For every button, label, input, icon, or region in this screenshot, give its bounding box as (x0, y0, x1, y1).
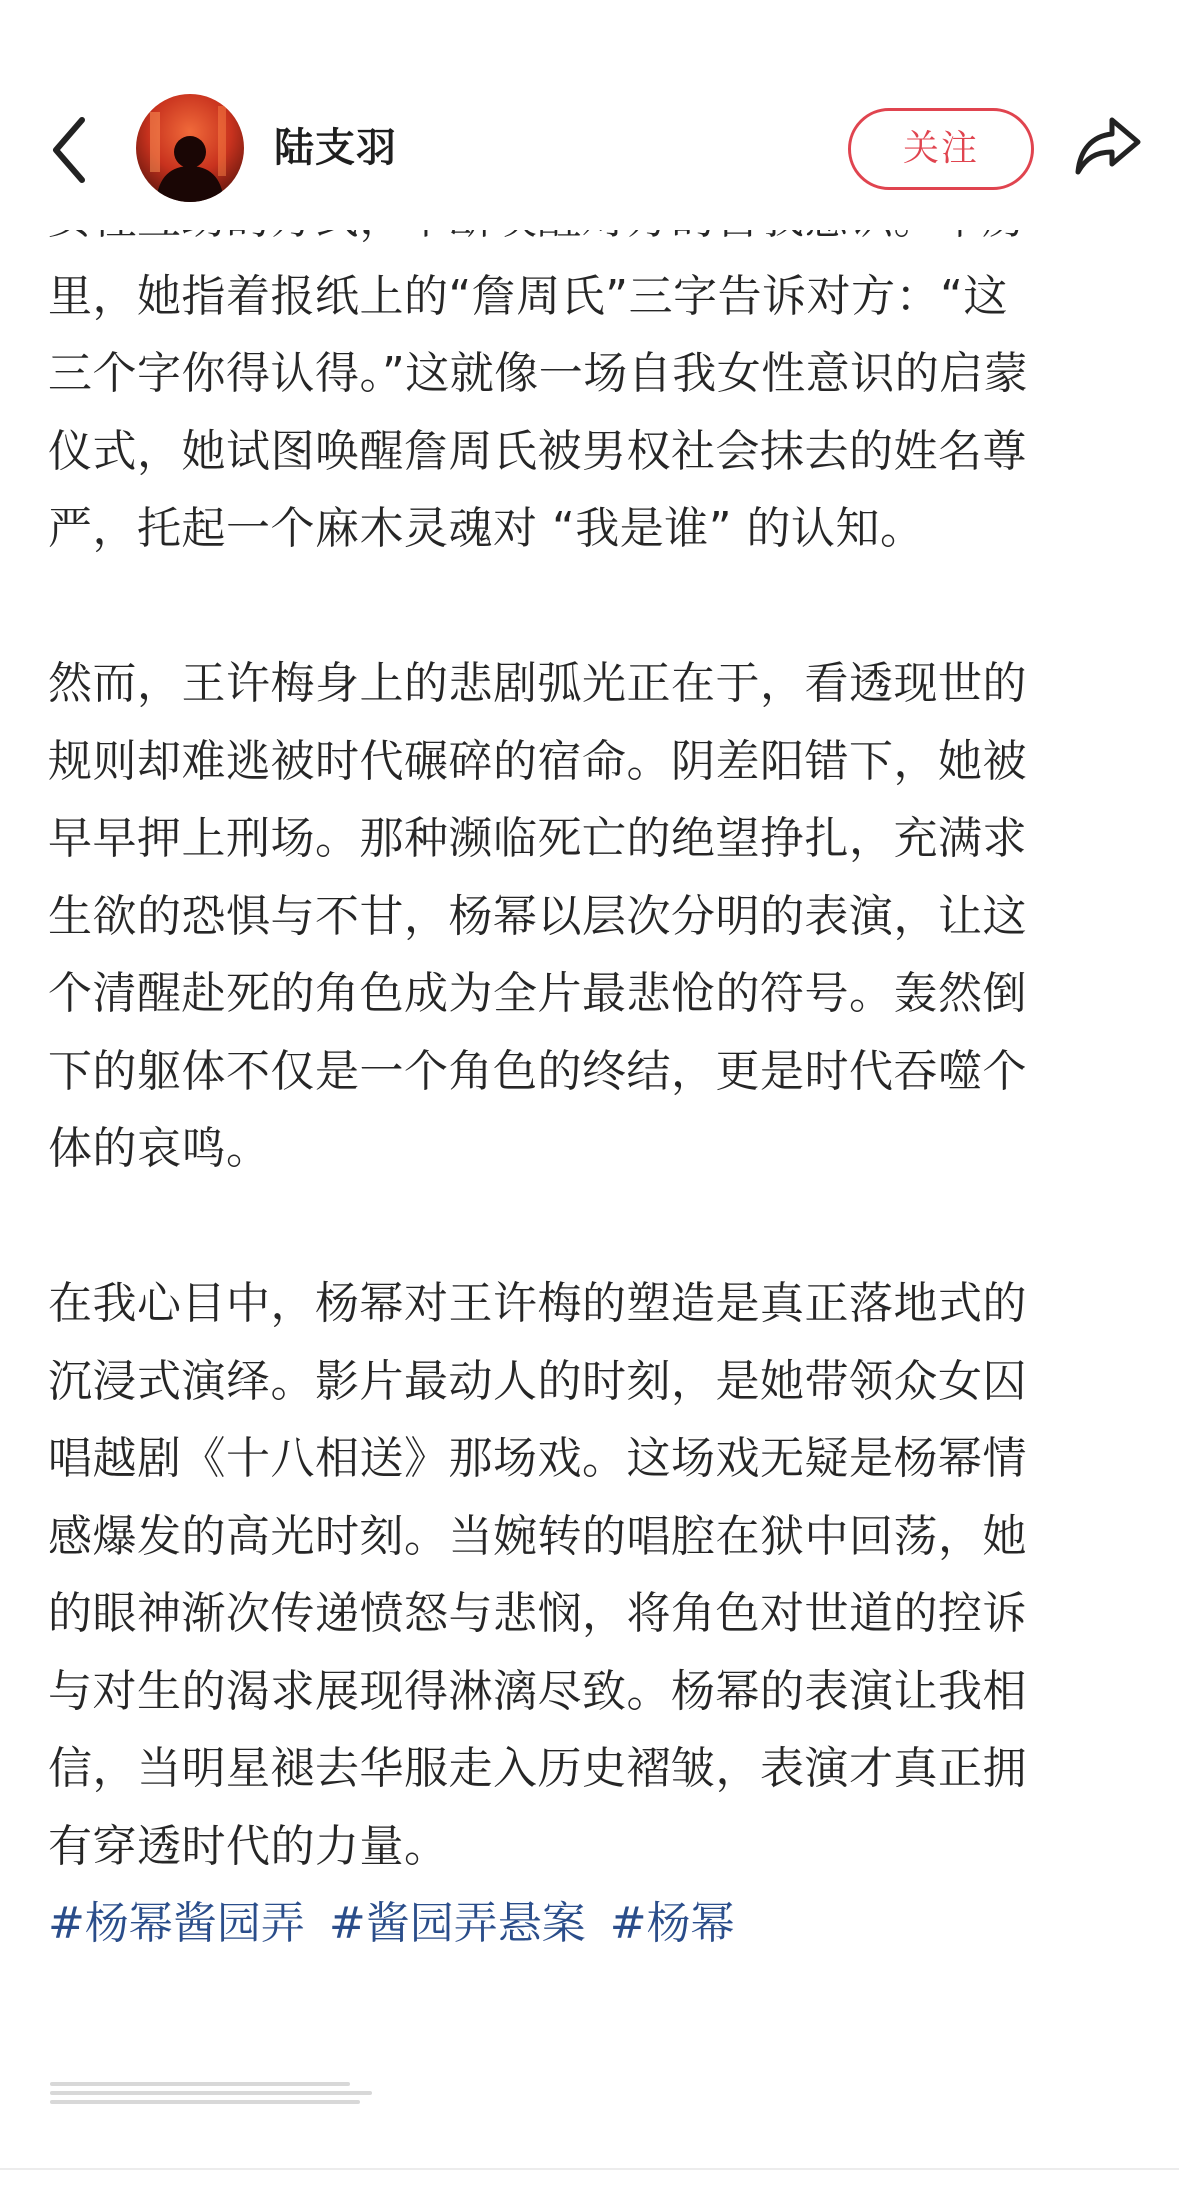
text-line: 体的哀鸣。 (48, 1123, 271, 1174)
paragraph-gap (48, 568, 1138, 646)
text-line: 三个字你得认得。”这就像一场自我女性意识的启蒙 (48, 348, 1029, 399)
paragraph-3 (48, 1265, 1138, 1885)
text-line: 然而，王许梅身上的悲剧弧光正在于，看透现世的 (48, 658, 1027, 709)
text-line: 生欲的恐惧与不甘，杨幂以层次分明的表演，让这 (48, 890, 1027, 942)
blur-bar (50, 2100, 360, 2104)
top-bar (0, 0, 1179, 230)
blurred-footer-text (50, 2082, 372, 2112)
paragraph-1 (48, 180, 1138, 568)
paragraph-2 (48, 645, 1138, 1188)
avatar[interactable] (136, 94, 244, 202)
follow-button[interactable]: 关注 (848, 108, 1034, 190)
text-line: 在我心目中，杨幂对王许梅的塑造是真正落地式的 (48, 1278, 1027, 1329)
hashtag-link[interactable]: #杨幂酱园弄 (48, 1898, 305, 1949)
hashtag-link[interactable]: #杨幂 (609, 1898, 735, 1949)
text-line: 里，她指着报纸上的“詹周氏”三字告诉对方：“这 (48, 270, 1008, 322)
text-line: 严，托起一个麻木灵魂对 “我是谁” 的认知。 (48, 503, 925, 554)
text-line: 仪式，她试图唤醒詹周氏被男权社会抹去的姓名尊 (48, 425, 1027, 477)
text-line: 有穿透时代的力量。 (48, 1820, 449, 1872)
share-arrow-icon (1072, 110, 1144, 182)
text-line: 唱越剧《十八相送》那场戏。这场戏无疑是杨幂情 (48, 1433, 1027, 1484)
hashtag-row (48, 1885, 1138, 1963)
divider (0, 2168, 1179, 2170)
chevron-left-icon (48, 110, 98, 190)
text-line: 早早押上刑场。那种濒临死亡的绝望挣扎，充满求 (48, 813, 1027, 864)
text-line: 个清醒赴死的角色成为全片最悲怆的符号。轰然倒 (48, 968, 1027, 1019)
hashtag-link[interactable]: #酱园弄悬案 (328, 1898, 586, 1949)
text-line: 感爆发的高光时刻。当婉转的唱腔在狱中回荡，她 (48, 1510, 1027, 1562)
text-line: 沉浸式演绎。影片最动人的时刻，是她带领众女囚 (48, 1355, 1027, 1407)
username[interactable]: 陆支羽 (274, 125, 397, 171)
text-line: 下的躯体不仅是一个角色的终结，更是时代吞噬个 (48, 1045, 1027, 1097)
text-line: 的眼神渐次传递愤怒与悲悯，将角色对世道的控诉 (48, 1588, 1027, 1639)
avatar-image (136, 94, 244, 202)
share-button[interactable] (1072, 110, 1144, 182)
text-line: 与对生的渴求展现得淋漓尽致。杨幂的表演让我相 (48, 1665, 1027, 1717)
text-line: 信，当明星褪去华服走入历史褶皱，表演才真正拥 (48, 1743, 1027, 1794)
blur-bar (50, 2091, 372, 2095)
text-line: 规则却难逃被时代碾碎的宿命。阴差阳错下，她被 (48, 735, 1027, 787)
back-button[interactable] (48, 110, 98, 190)
blur-bar (50, 2082, 350, 2086)
paragraph-gap (48, 1188, 1138, 1266)
article-body (48, 180, 1138, 1963)
